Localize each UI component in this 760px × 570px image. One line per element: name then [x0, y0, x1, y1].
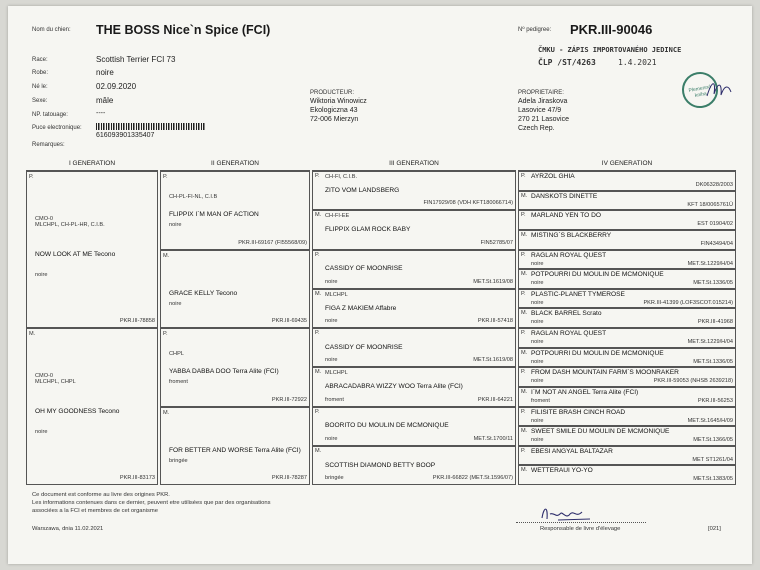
sex-marker: M.	[521, 271, 528, 278]
responsible-label: Responsable de livre d'élevage	[540, 526, 621, 532]
coat-color: noire	[531, 319, 544, 326]
sex-marker: P.	[521, 369, 526, 376]
sex-marker: P.	[315, 330, 320, 336]
dog-name: OH MY GOODNESS Tecono	[35, 407, 120, 415]
dog-name: SWEET SMILE DU MOULIN DE MCMONIQUE	[531, 428, 670, 436]
pedigree-cell-gen4	[518, 250, 736, 270]
registration-number: MET.St.1619/08	[473, 357, 513, 364]
titles: CMO-0 MLCHPL, CH-PL-HR, C.I.B.	[35, 215, 105, 228]
registration-number: MET.St.1619/08	[473, 278, 513, 285]
dog-name: AYRZOL GHIA	[531, 173, 575, 180]
dog-name: CASSIDY OF MOONRISE	[325, 265, 403, 273]
pedigree-cell-gen2	[160, 250, 310, 329]
sex-marker: P.	[163, 174, 168, 180]
pedigree-cell-gen3	[312, 210, 516, 249]
registration-number: PKR.III-57418	[477, 318, 513, 324]
dog-name: SCOTTISH DIAMOND BETTY BOOP	[325, 461, 436, 469]
sex-marker: M.	[163, 409, 170, 416]
titles: MLCHPL	[325, 370, 348, 377]
coat-color: noire	[531, 417, 544, 424]
pedigree-cell-gen1	[26, 171, 158, 328]
sex-marker: P.	[521, 173, 526, 179]
pedigree-cell-gen4	[518, 426, 736, 446]
coat-color: noire	[531, 378, 544, 385]
dog-name-label: Nom du chien:	[32, 27, 71, 33]
pedigree-cell-gen4	[518, 446, 736, 466]
sex-marker: P.	[29, 174, 34, 180]
sex-marker: M.	[521, 349, 528, 356]
coat-color: bringée	[325, 475, 344, 481]
import-stamp-line2: ČLP /ST/4263	[538, 58, 596, 67]
producer-label: PRODUCTEUR:	[310, 90, 355, 96]
dog-name: I`M NOT AN ANGEL Terra Alite (FCI)	[531, 388, 639, 396]
pedigree-cell-gen3	[312, 446, 516, 485]
coat-color: noire	[325, 318, 338, 324]
registration-number: MET.St.1383/05	[693, 476, 733, 483]
born-value: 02.09.2020	[96, 82, 137, 91]
pedigree-cell-gen4	[518, 328, 736, 348]
breeding-book-signature	[538, 502, 598, 524]
registration-number: PKR.III-41968	[697, 319, 733, 326]
footer-line-1: Ce document est conforme au livre des origines PKR.	[32, 492, 170, 498]
sex-value: mâle	[96, 96, 114, 105]
pedigree-cell-gen4	[518, 348, 736, 368]
sex-marker: M.	[163, 252, 170, 259]
registration-number: PKR.III-78858	[119, 318, 155, 324]
coat-color: noire	[325, 435, 338, 442]
coat-color: noire	[531, 280, 544, 287]
coat-color: noire	[325, 357, 338, 364]
owner-name: Adela Jiraskova	[518, 98, 568, 105]
breed-book-seal: Plemenná kniha	[679, 69, 721, 111]
import-stamp-date: 1.4.2021	[618, 58, 657, 67]
dog-name: FROM DASH MOUNTAIN FARM`S MOONRAKER	[531, 369, 679, 377]
dog-name: THE BOSS Nice`n Spice (FCI)	[96, 23, 271, 37]
chip-barcode	[96, 123, 206, 130]
titles: CMO-0 MLCHPL, CHPL	[35, 372, 76, 385]
dog-name: BOORITO DU MOULIN DE MCMONIQUE	[325, 422, 449, 430]
registration-number: EST 01904/02	[697, 221, 733, 228]
coat-color: noire	[531, 260, 544, 267]
registration-number: PKR.III-56253	[697, 397, 733, 404]
sex-marker: P.	[521, 330, 526, 336]
registration-number: MET.St.1229/H/04	[687, 339, 733, 345]
sex-marker: P.	[315, 408, 320, 415]
coat-color: noire	[169, 300, 182, 307]
coat-color: bringée	[169, 457, 188, 464]
sex-marker: P.	[315, 251, 320, 258]
titles: CHPL	[169, 350, 184, 357]
sex-marker: P.	[521, 447, 526, 454]
coat-color: froment	[169, 379, 188, 386]
sex-marker: M.	[315, 290, 322, 297]
pedigree-cell-gen1	[26, 328, 158, 485]
stamp-signature	[704, 76, 734, 102]
pedigree-cell-gen4	[518, 407, 736, 427]
pedigree-cell-gen2	[160, 171, 310, 250]
sex-marker: M.	[521, 192, 528, 199]
race-value: Scottish Terrier FCI 73	[96, 55, 176, 64]
registration-number: MET.St.1366/05	[693, 437, 733, 444]
place-date: Warszawa, dnia 11.02.2021	[32, 526, 104, 532]
registration-number: PKR.III-83173	[119, 475, 155, 481]
registration-number: PKR.III-69167 (FI55568/09)	[238, 239, 307, 246]
robe-label: Robe:	[32, 70, 49, 76]
sex-marker: M.	[315, 212, 322, 219]
registration-number: MET.St.1700/11	[473, 435, 513, 442]
footer-line-3: associées a la FCI et membres de cet organisme	[32, 508, 158, 514]
coat-color: noire	[531, 339, 544, 345]
pedigree-cell-gen4	[518, 289, 736, 309]
sex-marker: M.	[521, 388, 528, 395]
chip-label: Puce electronique:	[32, 125, 82, 131]
dog-name: RAGLAN ROYAL QUEST	[531, 251, 607, 259]
dog-name: FIGA Z MAKIEM Affabre	[325, 304, 397, 312]
pedigree-cell-gen4	[518, 308, 736, 328]
tattoo-value: ----	[96, 110, 106, 117]
registration-number: PKR.III-59053 (NHSB 2639218)	[653, 378, 733, 385]
generation-header-2: II GENERATION	[160, 160, 310, 171]
coat-color: noire	[35, 429, 48, 436]
sex-marker: P.	[163, 331, 168, 337]
producer-city: 72-006 Mierzyn	[310, 116, 359, 123]
registration-number: MET.St.1645/H/09	[687, 417, 733, 424]
pedigree-cell-gen2	[160, 328, 310, 407]
registration-number: MET ST1261/04	[692, 456, 733, 463]
sex-marker: P.	[521, 408, 526, 415]
pedigree-number-label: Nº pedigree:	[518, 27, 552, 33]
registration-number: FIN52785/07	[480, 239, 513, 246]
sex-marker: P.	[521, 251, 526, 258]
generation-header-1: I GENERATION	[26, 160, 158, 171]
dog-name: ZITO VOM LANDSBERG	[325, 186, 400, 194]
dog-name: POTPOURRI DU MOULIN DE MCMONIQUE	[531, 349, 664, 357]
titles: MLCHPL	[325, 291, 348, 298]
born-label: Né le:	[32, 84, 48, 90]
coat-color: noire	[531, 437, 544, 444]
footer-line-2: Les informations contenues dans ce dernier, peuvent etre utilisées que par des organisations	[32, 500, 271, 506]
registration-number: DK06328/2003	[695, 182, 733, 188]
registration-number: PKR.III-69435	[271, 318, 307, 324]
pedigree-document	[8, 6, 752, 564]
pedigree-cell-gen4	[518, 191, 736, 211]
pedigree-cell-gen3	[312, 407, 516, 446]
coat-color: noire	[169, 222, 182, 229]
coat-color: froment	[531, 397, 550, 404]
registration-number: FIN43494/04	[700, 240, 733, 247]
sex-marker: M.	[521, 428, 528, 435]
sex-marker: M.	[315, 369, 322, 376]
coat-color: froment	[325, 396, 344, 403]
sex-marker: P.	[315, 173, 320, 179]
producer-name: Wiktoria Winowicz	[310, 98, 367, 105]
sex-marker: M.	[521, 231, 528, 238]
registration-number: MET.St.1229/H/04	[687, 260, 733, 267]
titles: CH-PL-FI-NL, C.I.B	[169, 193, 218, 200]
dog-name: POTPOURRI DU MOULIN DE MCMONIQUE	[531, 271, 664, 279]
dog-name: FLIPPIX GLAM ROCK BABY	[325, 226, 411, 234]
registration-number: MET.St.1336/05	[693, 280, 733, 287]
registration-number: PKR.III-66822 (MET.St.1596/07)	[432, 475, 513, 481]
dog-name: BLACK BARREL Scrato	[531, 310, 602, 318]
coat-color: noire	[325, 278, 338, 285]
pedigree-cell-gen3	[312, 367, 516, 406]
dog-name: DANSKOTS DINETTE	[531, 192, 598, 200]
dog-name: RAGLAN ROYAL QUEST	[531, 330, 607, 337]
pedigree-cell-gen3	[312, 250, 516, 289]
dog-name: NOW LOOK AT ME Tecono	[35, 250, 116, 258]
robe-value: noire	[96, 68, 114, 77]
pedigree-cell-gen4	[518, 269, 736, 289]
dog-name: FLIPPIX I`M MAN OF ACTION	[169, 211, 259, 219]
owner-country: Czech Rep.	[518, 125, 555, 132]
dog-name: FILISITE BRASH CINCH ROAD	[531, 408, 626, 416]
dog-name: MISTING`S BLACKBERRY	[531, 231, 612, 239]
sex-marker: M.	[315, 447, 322, 454]
owner-city: 270 21 Lasovice	[518, 116, 569, 123]
sex-marker: M.	[521, 310, 528, 317]
pedigree-cell-gen3	[312, 328, 516, 367]
pedigree-cell-gen3	[312, 289, 516, 328]
signature-line	[516, 522, 646, 523]
pedigree-cell-gen2	[160, 407, 310, 486]
sex-marker: P.	[521, 290, 526, 297]
owner-street: Lasovice 47/9	[518, 107, 562, 114]
chip-number: 616093901335407	[96, 132, 155, 139]
sex-label: Sexe:	[32, 98, 48, 104]
generation-header-3: III GENERATION	[312, 160, 516, 171]
pedigree-cell-gen4	[518, 367, 736, 387]
dog-name: EBESI ANGYAL BALTAZAR	[531, 447, 613, 455]
remarks-label: Remarques:	[32, 142, 65, 148]
dog-name: MARLAND YEN TO DO	[531, 212, 601, 220]
dog-name: CASSIDY OF MOONRISE	[325, 343, 403, 351]
registration-number: PKR.III-72922	[271, 396, 307, 403]
registration-number: PKR.III-41399 (LOF3SCOT.015214)	[643, 299, 733, 306]
pedigree-cell-gen4	[518, 387, 736, 407]
pedigree-cell-gen4	[518, 230, 736, 250]
registration-number: PKR.III-78287	[271, 475, 307, 481]
registration-number: KFT 18/0065761Ü	[687, 201, 733, 208]
sex-marker: M.	[521, 467, 528, 474]
producer-street: Ekologiczna 43	[310, 107, 358, 114]
dog-name: ABRACADABRA WIZZY WOO Terra Alite (FCI)	[325, 383, 463, 391]
coat-color: noire	[35, 272, 48, 279]
owner-label: PROPRIETAIRE:	[518, 90, 564, 96]
coat-color: noire	[531, 358, 544, 365]
import-stamp-line1: ČMKU - ZÁPIS IMPORTOVANÉHO JEDINCE	[538, 46, 682, 54]
registration-number: FIN17929/08 (VDH KFT180066714)	[423, 200, 513, 207]
pedigree-cell-gen3	[312, 171, 516, 210]
pedigree-cell-gen4	[518, 171, 736, 191]
sex-marker: P.	[521, 212, 526, 219]
coat-color: noire	[531, 299, 544, 306]
document-code: [021]	[708, 526, 721, 532]
registration-number: PKR.III-64221	[477, 396, 513, 403]
generation-header-4: IV GENERATION	[518, 160, 736, 171]
registration-number: MET.St.1336/05	[693, 358, 733, 365]
sex-marker: M.	[29, 331, 36, 337]
titles: CH-FI, C.I.B.	[325, 174, 358, 180]
dog-name: FOR BETTER AND WORSE Terra Alite (FCI)	[169, 446, 301, 454]
dog-name: WETTERAUI YO-YO	[531, 467, 593, 475]
tattoo-label: NP. tatouage:	[32, 112, 68, 118]
dog-name: YABBA DABBA DOO Terra Alite (FCI)	[169, 368, 279, 376]
dog-name: PLASTIC-PLANET TYMEROSE	[531, 290, 625, 298]
dog-name: GRACE KELLY Tecono	[169, 289, 238, 297]
pedigree-cell-gen4	[518, 210, 736, 230]
pedigree-cell-gen4	[518, 465, 736, 485]
race-label: Race:	[32, 57, 48, 63]
pedigree-number: PKR.III-90046	[570, 22, 653, 37]
titles: CH-FI-EE	[325, 213, 350, 220]
